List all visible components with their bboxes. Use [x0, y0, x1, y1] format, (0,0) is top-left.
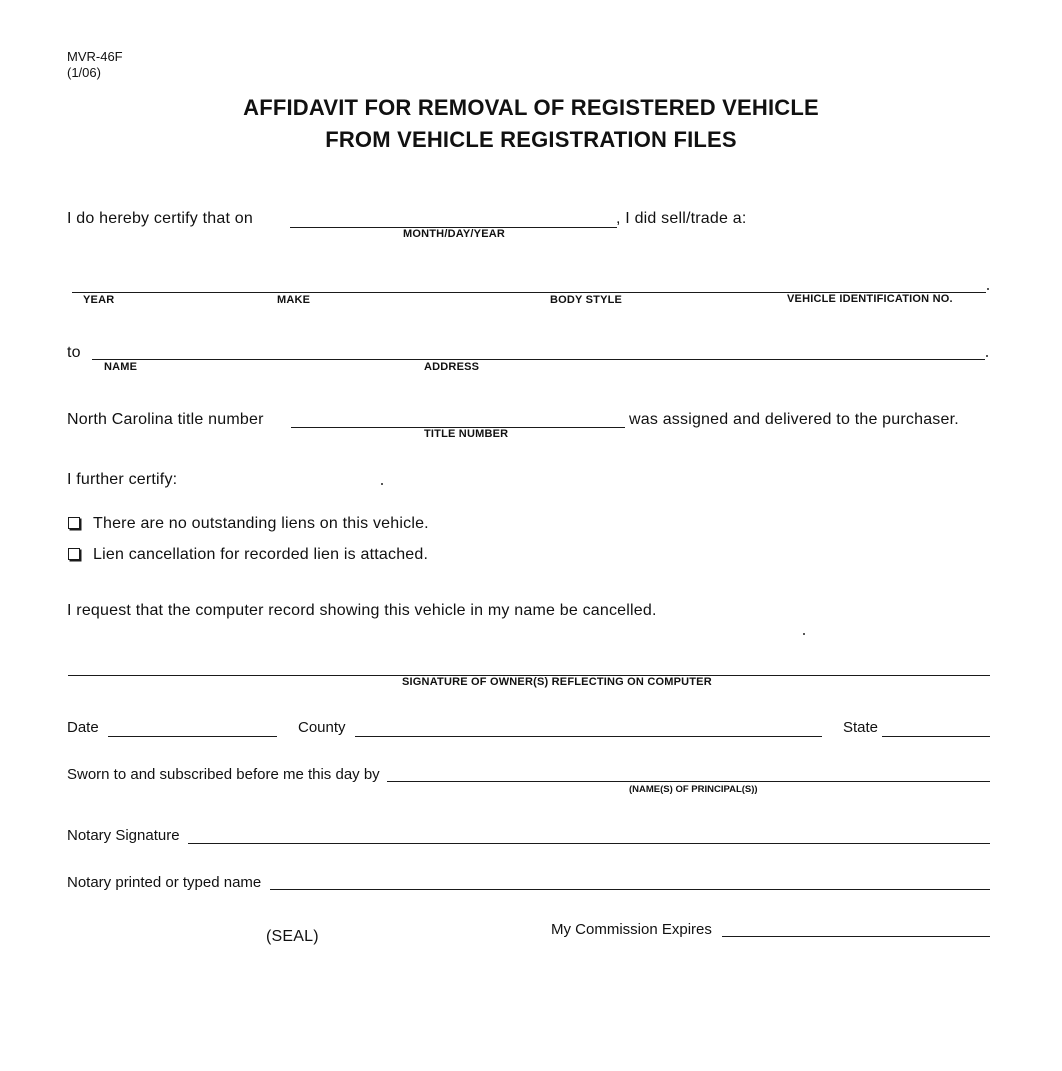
notary-signature-label: Notary Signature: [67, 827, 180, 844]
name-caption: NAME: [104, 361, 138, 373]
sworn-label: Sworn to and subscribed before me this day by: [67, 766, 380, 783]
no-liens-checkbox[interactable]: [68, 517, 80, 529]
further-certify-label: I further certify:: [67, 471, 178, 488]
seal-label: (SEAL): [266, 928, 319, 945]
owner-signature-caption: SIGNATURE OF OWNER(S) REFLECTING ON COMPUTER: [402, 676, 712, 688]
county-label: County: [298, 719, 346, 736]
title-number-suffix: was assigned and delivered to the purchaser.: [629, 411, 959, 428]
state-field[interactable]: [882, 736, 990, 737]
stray-mark: [803, 633, 805, 635]
to-label: to: [67, 344, 81, 361]
cancellation-request: I request that the computer record showing this vehicle in my name be cancelled.: [67, 602, 657, 619]
principal-names-field[interactable]: [387, 781, 990, 782]
county-field[interactable]: [355, 736, 822, 737]
certify-prefix: I do hereby certify that on: [67, 210, 253, 227]
commission-expires-label: My Commission Expires: [551, 921, 712, 938]
date-caption: MONTH/DAY/YEAR: [403, 228, 506, 240]
notary-signature-field[interactable]: [188, 843, 990, 844]
make-caption: MAKE: [277, 294, 311, 306]
no-liens-label: There are no outstanding liens on this vehicle.: [93, 515, 429, 532]
line-end-period: [987, 288, 989, 290]
vin-caption: VEHICLE IDENTIFICATION NO.: [787, 293, 953, 305]
form-number: MVR-46F: [67, 49, 123, 64]
form-revision: (1/06): [67, 65, 101, 80]
lien-cancellation-label: Lien cancellation for recorded lien is attached.: [93, 546, 429, 563]
notary-printed-name-label: Notary printed or typed name: [67, 874, 262, 891]
purchaser-name-address-field[interactable]: [92, 359, 985, 360]
form-title-line-2: FROM VEHICLE REGISTRATION FILES: [325, 127, 737, 152]
title-number-prefix: North Carolina title number: [67, 411, 264, 428]
title-number-caption: TITLE NUMBER: [424, 428, 509, 440]
stray-mark: [381, 483, 383, 485]
line-end-period: [986, 355, 988, 357]
lien-cancellation-checkbox[interactable]: [68, 548, 80, 560]
address-caption: ADDRESS: [424, 361, 480, 373]
commission-expires-field[interactable]: [722, 936, 990, 937]
date-label: Date: [67, 719, 99, 736]
form-title-line-1: AFFIDAVIT FOR REMOVAL OF REGISTERED VEHICLE: [243, 95, 819, 120]
date-field[interactable]: [108, 736, 277, 737]
notary-printed-name-field[interactable]: [270, 889, 990, 890]
state-label: State: [843, 719, 879, 736]
body-style-caption: BODY STYLE: [550, 294, 623, 306]
principal-names-caption: (NAME(S) OF PRINCIPAL(S)): [629, 784, 758, 795]
certify-suffix: , I did sell/trade a:: [616, 210, 747, 227]
year-caption: YEAR: [83, 294, 115, 306]
